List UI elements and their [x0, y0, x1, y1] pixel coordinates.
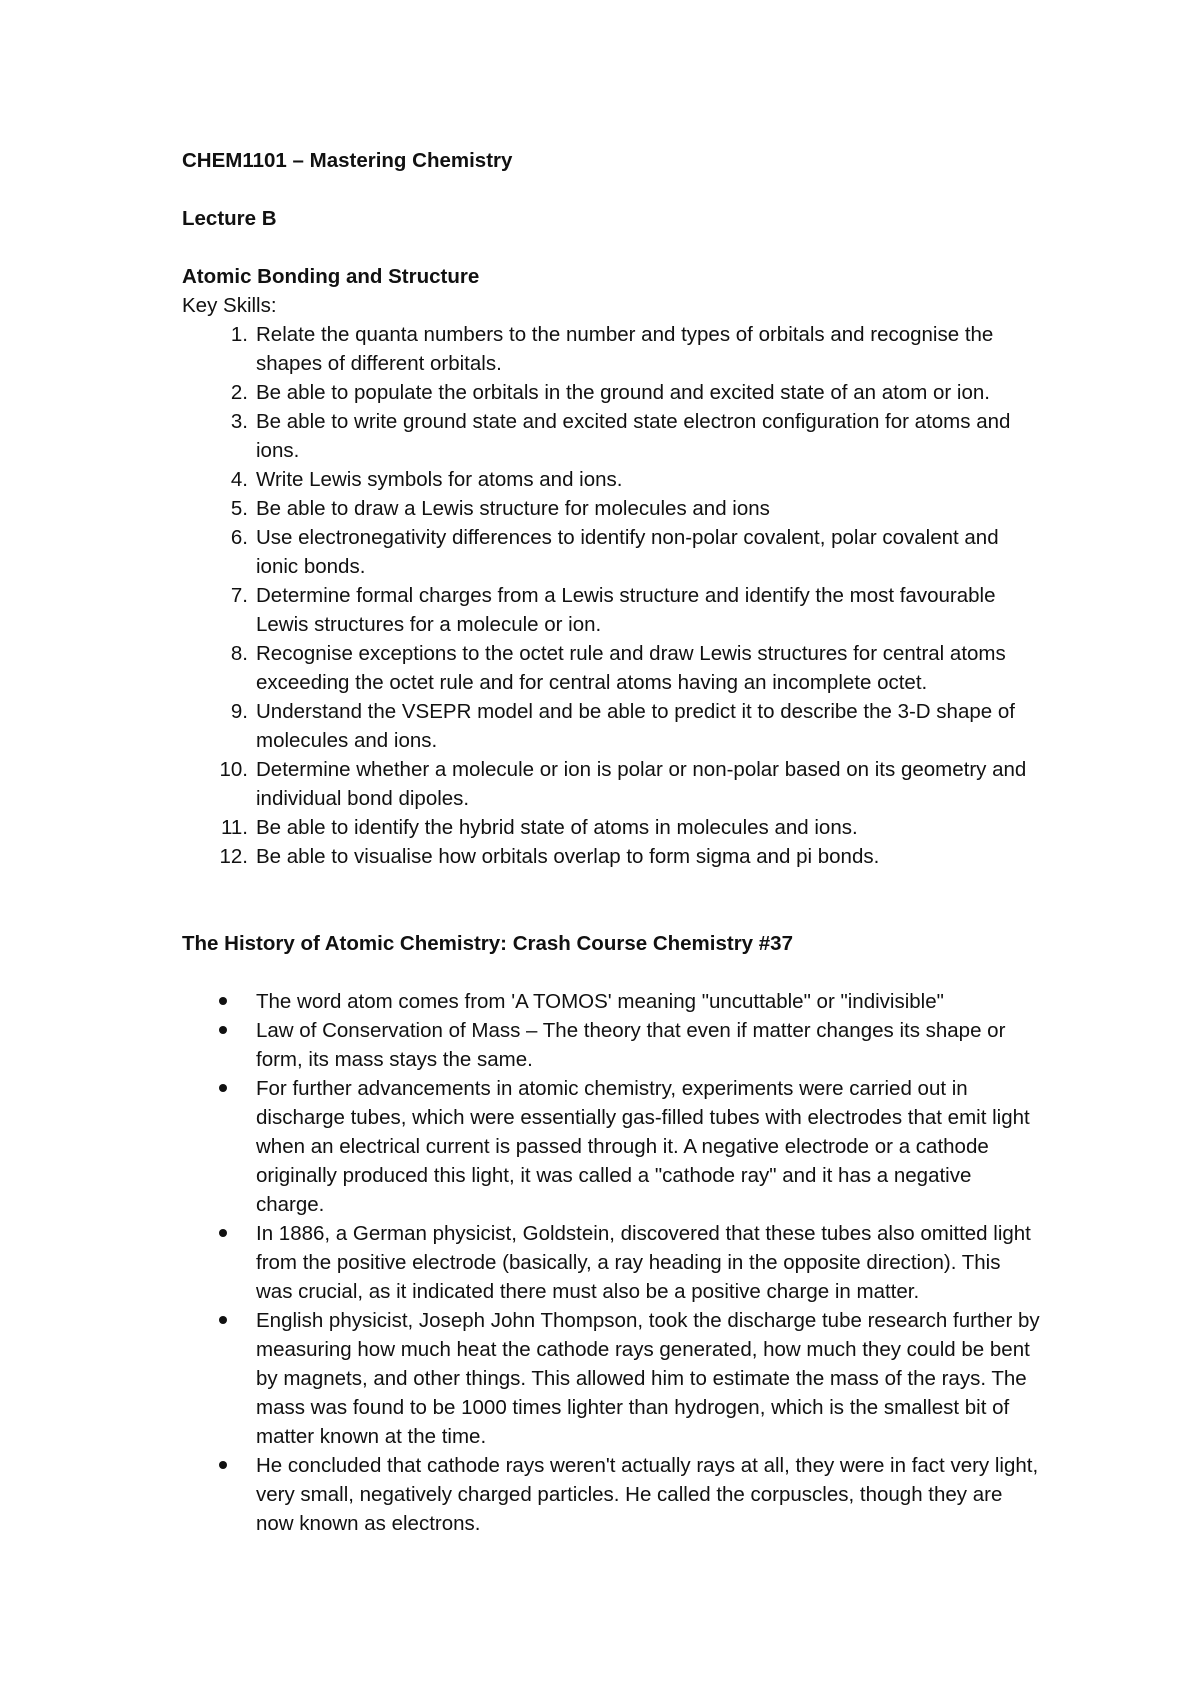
- list-item-text: Use electronegativity differences to identify non-polar covalent, polar covalent and ionic bonds.: [256, 526, 999, 578]
- list-item: [182, 987, 1042, 1016]
- list-item: [182, 813, 1042, 842]
- list-item-text: The word atom comes from 'A TOMOS' meaning "uncuttable" or "indivisible": [256, 990, 944, 1013]
- list-item: [182, 755, 1042, 813]
- list-item: [182, 1016, 1042, 1074]
- list-number: 10.: [219, 758, 248, 781]
- list-item-text: Determine whether a molecule or ion is polar or non-polar based on its geometry and individual bond dipoles.: [256, 758, 1027, 810]
- list-number: 8.: [230, 642, 248, 665]
- list-item-text: In 1886, a German physicist, Goldstein, discovered that these tubes also omitted light from the positive electrode (basically, a ray heading in the opposite direction). This was crucial, as it indicated there must also be a positive charge in matter.: [256, 1222, 1031, 1303]
- document-title: CHEM1101 – Mastering Chemistry: [182, 149, 513, 172]
- list-item: [182, 639, 1042, 697]
- list-item: [182, 1219, 1042, 1306]
- list-item: [182, 581, 1042, 639]
- bullet-icon: [219, 1229, 227, 1237]
- list-item: [182, 697, 1042, 755]
- list-number: 5.: [230, 497, 248, 520]
- list-item-text: Determine formal charges from a Lewis structure and identify the most favourable Lewis structures for a molecule or ion.: [256, 584, 996, 636]
- bullet-icon: [219, 1026, 227, 1034]
- list-number: 4.: [230, 468, 248, 491]
- list-item: [182, 1451, 1042, 1538]
- bullet-icon: [219, 997, 227, 1005]
- list-item-text: Law of Conservation of Mass – The theory that even if matter changes its shape or form, its mass stays the same.: [256, 1019, 1006, 1071]
- list-item: [182, 407, 1042, 465]
- list-number: 6.: [230, 526, 248, 549]
- list-item-text: Be able to draw a Lewis structure for molecules and ions: [256, 497, 770, 520]
- bullet-icon: [219, 1461, 227, 1469]
- list-item: [182, 523, 1042, 581]
- list-number: 7.: [230, 584, 248, 607]
- list-item: [182, 1306, 1042, 1451]
- list-item: [182, 320, 1042, 378]
- list-number: 2.: [230, 381, 248, 404]
- list-number: 1.: [230, 323, 248, 346]
- list-item: [182, 378, 1042, 407]
- list-item-text: Be able to visualise how orbitals overlap to form sigma and pi bonds.: [256, 845, 880, 868]
- document-body: [182, 146, 1042, 1538]
- list-item-text: Be able to write ground state and excited state electron configuration for atoms and ions.: [256, 410, 1011, 462]
- key-skills-label: Key Skills:: [182, 294, 277, 317]
- bullet-icon: [219, 1316, 227, 1324]
- key-skills-list: [182, 320, 1042, 871]
- bullet-icon: [219, 1084, 227, 1092]
- list-item-text: Be able to identify the hybrid state of atoms in molecules and ions.: [256, 816, 858, 839]
- list-item-text: Relate the quanta numbers to the number and types of orbitals and recognise the shapes of different orbitals.: [256, 323, 994, 375]
- list-number: 9.: [230, 700, 248, 723]
- list-item: [182, 465, 1042, 494]
- lecture-label: Lecture B: [182, 207, 277, 230]
- list-item-text: English physicist, Joseph John Thompson, took the discharge tube research further by measuring how much heat the cathode rays generated, how much they could be bent by magnets, and other things. This allowed him to estimate the mass of the rays. The mass was found to be 1000 times lighter than hydrogen, which is the smallest bit of matter known at the time.: [256, 1309, 1040, 1448]
- list-item-text: Be able to populate the orbitals in the ground and excited state of an atom or ion.: [256, 381, 990, 404]
- list-item-text: For further advancements in atomic chemistry, experiments were carried out in discharge tubes, which were essentially gas-filled tubes with electrodes that emit light when an electrical current is passed through it. A negative electrode or a cathode originally produced this light, it was called a "cathode ray" and it has a negative charge.: [256, 1077, 1030, 1216]
- list-number: 3.: [230, 410, 248, 433]
- list-number: 12.: [219, 845, 248, 868]
- list-item-text: Recognise exceptions to the octet rule and draw Lewis structures for central atoms exceeding the octet rule and for central atoms having an incomplete octet.: [256, 642, 1006, 694]
- list-item-text: Write Lewis symbols for atoms and ions.: [256, 468, 623, 491]
- section-heading-history: The History of Atomic Chemistry: Crash Course Chemistry #37: [182, 932, 793, 955]
- list-item-text: He concluded that cathode rays weren't actually rays at all, they were in fact very light, very small, negatively charged particles. He called the corpuscles, though they are now known as electrons.: [256, 1454, 1039, 1535]
- list-item-text: Understand the VSEPR model and be able to predict it to describe the 3-D shape of molecules and ions.: [256, 700, 1015, 752]
- list-item: [182, 1074, 1042, 1219]
- list-item: [182, 842, 1042, 871]
- list-item: [182, 494, 1042, 523]
- history-bullet-list: [182, 987, 1042, 1538]
- section-heading-atomic-bonding: Atomic Bonding and Structure: [182, 265, 480, 288]
- list-number: 11.: [221, 816, 248, 839]
